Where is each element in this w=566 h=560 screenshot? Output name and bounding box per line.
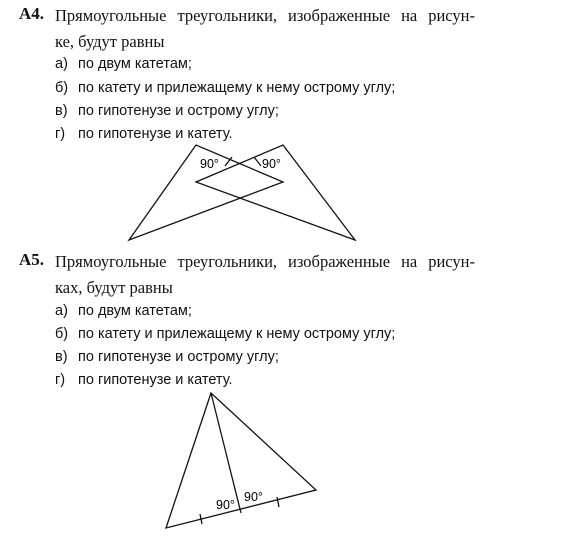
option-letter: б) [55, 326, 69, 342]
question-text-line1: Прямоугольные треугольники, изображенные на рисун- [55, 252, 475, 271]
option-text: по катету и прилежащему к нему острому углу; [78, 326, 396, 342]
option-text: по гипотенузе и катету. [78, 126, 233, 142]
option-letter: в) [55, 349, 68, 365]
option-letter: в) [55, 103, 68, 119]
angle-label-right: 90° [262, 157, 281, 171]
option-text: по гипотенузе и острому углу; [78, 103, 279, 119]
option-letter: г) [55, 126, 66, 142]
option-letter: а) [55, 56, 68, 72]
angle-label-left: 90° [200, 157, 219, 171]
option-text: по катету и прилежащему к нему острому углу; [78, 80, 396, 96]
option-text: по двум катетам; [78, 56, 192, 72]
option-text: по гипотенузе и катету. [78, 372, 233, 388]
angle-label-right: 90° [244, 490, 263, 504]
question-text-line1: Прямоугольные треугольники, изображенные на рисун- [55, 6, 475, 25]
figure-a4 [129, 145, 355, 240]
option-letter: а) [55, 303, 68, 319]
question-number: А4. [19, 4, 45, 23]
option-letter: б) [55, 80, 69, 96]
angle-label-left: 90° [216, 498, 235, 512]
option-letter: г) [55, 372, 66, 388]
figure-a5 [166, 393, 316, 528]
question-number: А5. [19, 250, 45, 269]
tick-mark [254, 157, 261, 166]
outer-triangle [166, 393, 316, 528]
height-line [211, 393, 241, 513]
question-text-line2: ке, будут равны [55, 32, 165, 51]
question-text-line2: ках, будут равны [55, 278, 173, 297]
option-text: по двум катетам; [78, 303, 192, 319]
tick-mark [277, 497, 279, 507]
option-text: по гипотенузе и острому углу; [78, 349, 279, 365]
